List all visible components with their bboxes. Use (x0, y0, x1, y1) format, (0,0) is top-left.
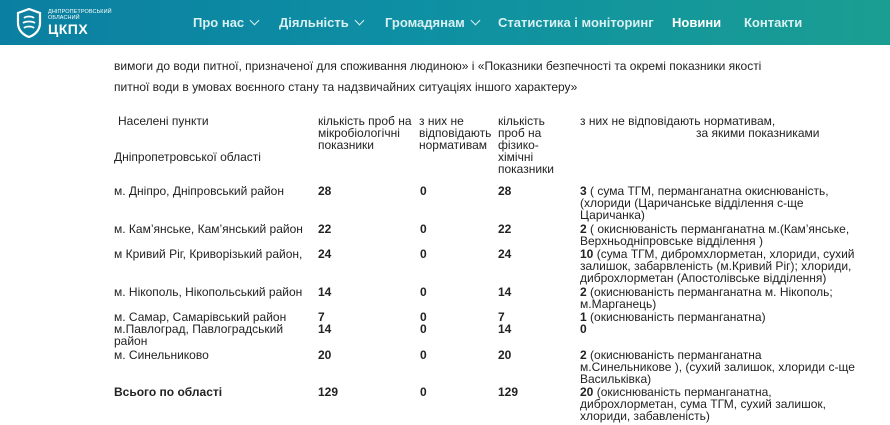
table-row-micro-fail: 0 (420, 348, 427, 362)
table-row-place: м. Самар, Самарівський район (114, 310, 287, 324)
table-row-fail-details: Верхньодніпровське відділення ) (580, 234, 763, 248)
table-row-micro: 7 (318, 310, 325, 324)
table-row-micro: 20 (318, 348, 332, 362)
header-region: Дніпропетровської області (114, 150, 261, 164)
nav-item-label: Діяльність (279, 15, 349, 30)
main-nav (0, 0, 890, 45)
header-fail-indicators: з них не відповідають нормативам, (580, 114, 776, 128)
table-row-micro: 129 (318, 385, 339, 399)
table-row-fail-details: залишок, забарвленість (м.Кривий Ріг); хлориди, (580, 259, 852, 273)
top-navigation-bar (0, 0, 890, 45)
table-row-micro-fail: 0 (420, 310, 427, 324)
table-row-micro: 28 (318, 184, 332, 198)
header-micro-fail: відповідають (419, 126, 492, 140)
header-micro-fail: з них не (419, 114, 464, 128)
table-row-place: м Кривий Ріг, Криворізький район, (114, 247, 303, 261)
nav-item-activity[interactable] (279, 15, 363, 30)
nav-item-label: Громадянам (385, 15, 465, 30)
table-row-fail-details: 2 ( окиснюваність перманганатна м.(Кам’янське, (580, 222, 850, 236)
table-row-micro-fail: 0 (420, 285, 427, 299)
table-row-micro-fail: 0 (420, 184, 427, 198)
logo-subtitle: ДНІПРОПЕТРОВСЬКИЙ ОБЛАСНИЙ (48, 9, 112, 21)
table-row-fail-details: диброхлорметан, сума ТГМ, сухий залишок, (580, 397, 826, 411)
table-row-total-label: Всього по області (114, 385, 223, 399)
table-row-fail-details: м.Синельникове ), (сухий залишок, хлориди с-ще (580, 360, 855, 374)
header-settlements: Населені пункти (118, 114, 209, 128)
logo-title: ЦКПХ (48, 21, 89, 37)
chevron-down-icon (250, 16, 260, 26)
table-row-fail-details: 10 (сума ТГМ, дибромхлорметан, хлориди, сухий (580, 247, 855, 261)
table-row-fail-details: 2 (окиснюваність перманганатна м. Нікополь; (580, 285, 833, 299)
table-row-fail-details: хлориди, забавленість) (580, 409, 710, 423)
table-row-fail-details: 0 (580, 322, 587, 336)
table-row-micro-fail: 0 (420, 385, 427, 399)
header-micro-samples: показники (318, 138, 375, 152)
nav-item-about[interactable] (193, 15, 258, 30)
nav-item-statistics[interactable] (498, 15, 654, 30)
table-row-micro: 22 (318, 222, 332, 236)
table-row-chem: 14 (498, 285, 512, 299)
nav-item-news[interactable] (672, 15, 721, 30)
table-row-fail-details: диброхлорметан (Апостолівське відділення) (580, 271, 827, 285)
header-chem-samples: фізико- (498, 138, 539, 152)
header-fail-indicators: за якими показниками (696, 126, 820, 140)
table-row-micro: 14 (318, 322, 332, 336)
table-row-micro: 24 (318, 247, 332, 261)
table-row-chem: 14 (498, 322, 512, 336)
table-row-chem: 20 (498, 348, 512, 362)
nav-item-contacts[interactable] (744, 15, 802, 30)
table-row-fail-details: 1 (окиснюваність перманганатна) (580, 310, 766, 324)
chevron-down-icon (470, 16, 480, 26)
table-row-fail-details: 2 (окиснюваність перманганатна (580, 348, 762, 362)
header-micro-samples: кількість проб на (318, 114, 412, 128)
table-row-fail-details: (хлориди (Царичанське відділення с-ще (580, 196, 804, 210)
header-chem-samples: проб на (498, 126, 542, 140)
table-row-place: м. Кам’янське, Кам’янський район (114, 222, 303, 236)
nav-item-label: Статистика і моніторинг (498, 15, 654, 30)
table-row-micro-fail: 0 (420, 322, 427, 336)
table-row-chem: 129 (498, 385, 519, 399)
table-row-chem: 24 (498, 247, 512, 261)
nav-item-label: Новини (672, 15, 722, 30)
table-row-fail-details: 3 ( сума ТГМ, перманганатна окиснюваність, (580, 184, 829, 198)
chevron-down-icon (354, 16, 364, 26)
nav-item-label: Про нас (193, 15, 245, 30)
table-row-place: м.Павлоград, Павлоградський (114, 322, 284, 336)
table-row-micro-fail: 0 (420, 247, 427, 261)
table-row-chem: 7 (498, 310, 505, 324)
table-row-fail-details: м.Марганець) (580, 297, 657, 311)
intro-text-line: питної води в умовах воєнного стану та надзвичайних ситуаціях іншого характеру» (114, 80, 578, 94)
header-chem-samples: хімічні (498, 150, 534, 164)
table-row-fail-details: Царичанка) (580, 208, 645, 222)
table-row-place: м. Синельниково (114, 348, 209, 362)
table-row-place: м. Дніпро, Дніпровський район (114, 184, 284, 198)
table-row-place: район (114, 334, 148, 348)
nav-item-label: Контакти (744, 15, 803, 30)
nav-item-citizens[interactable] (385, 15, 479, 30)
table-row-fail-details: Васильківка) (580, 372, 652, 386)
table-row-chem: 22 (498, 222, 512, 236)
intro-text-line: вимоги до води питної, призначеної для споживання людиною» і «Показники безпечності та окремі показники якості (114, 59, 762, 73)
table-row-chem: 28 (498, 184, 512, 198)
table-row-micro-fail: 0 (420, 222, 427, 236)
header-chem-samples: показники (498, 162, 555, 176)
header-chem-samples: кількість (498, 114, 545, 128)
header-micro-samples: мікробіологічні (318, 126, 400, 140)
table-row-micro: 14 (318, 285, 332, 299)
table-row-place: м. Нікополь, Нікопольський район (114, 285, 303, 299)
header-micro-fail: нормативам (419, 138, 487, 152)
table-row-fail-details: 20 (окиснюваність перманганатна, (580, 385, 772, 399)
